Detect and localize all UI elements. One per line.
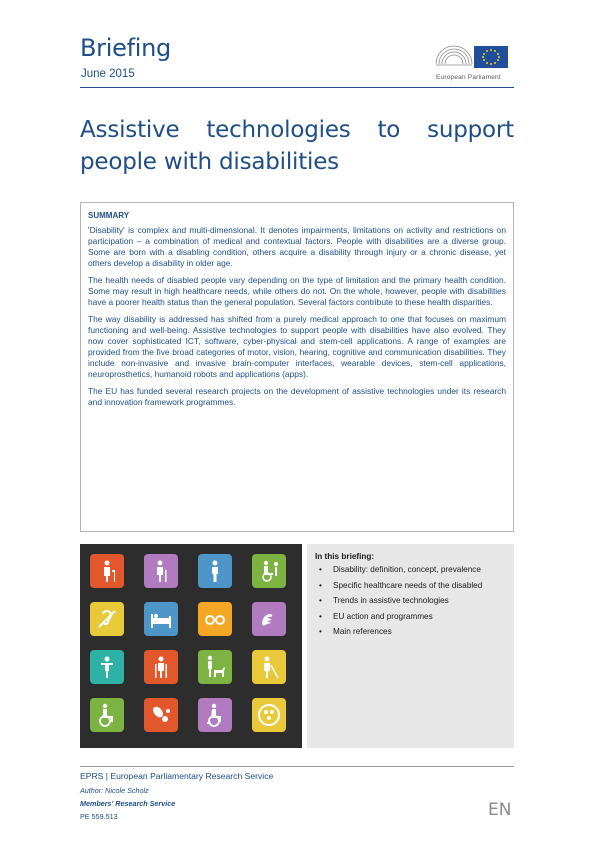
wheelchair-assist-icon	[256, 558, 282, 584]
header-divider	[80, 87, 514, 88]
face-dots-icon	[256, 702, 282, 728]
bullet-icon: •	[319, 580, 322, 590]
icon-tile	[90, 554, 124, 588]
contents-item: • Disability: definition, concept, prevalence	[319, 565, 481, 574]
bullet-icon: •	[319, 627, 322, 636]
footer-divider	[80, 766, 514, 767]
crutches-person-icon	[148, 654, 174, 680]
bullet-icon: •	[319, 611, 322, 621]
footer-author: Author: Nicole Scholz	[80, 786, 149, 795]
person-arms-icon	[94, 654, 120, 680]
language-code: EN	[488, 800, 512, 820]
icon-tile	[252, 650, 286, 684]
bullet-icon: •	[319, 596, 322, 605]
icon-tile	[252, 554, 286, 588]
summary-box	[80, 202, 514, 532]
icon-tile	[90, 650, 124, 684]
icon-tile	[90, 698, 124, 732]
icon-tile	[144, 698, 178, 732]
title-line-2: people with disabilities	[80, 149, 339, 175]
motor-wheelchair-icon	[202, 702, 228, 728]
icon-tile	[144, 602, 178, 636]
summary-paragraph: The way disability is addressed has shifted from a purely medical approach to one that focuses on maximum functioning and well-being. Assistive technologies to support people with disabilities have also evolved. They now cover sophisticated ICT, software, cyber-physical and stem-cell applications. A range of examples are provided from the five broad categories of motor, vision, hearing, cognitive and communication disabilities. They include non-invasive and invasive brain-computer interfaces, wearable devices, stem-cell applications, neuroprosthetics, humanoid robots and applications (apps).	[88, 314, 506, 379]
glasses-icon	[202, 606, 228, 632]
document-type: Briefing	[80, 34, 171, 62]
icon-tile	[198, 650, 232, 684]
elderly-person-icon	[202, 558, 228, 584]
icon-tile	[198, 602, 232, 636]
footer-pe-number: PE 559.513	[80, 812, 118, 821]
title-word: to	[377, 117, 401, 143]
icon-tile	[198, 554, 232, 588]
bullet-icon: •	[319, 565, 322, 574]
publication-date: June 2015	[81, 68, 135, 80]
sign-language-icon	[256, 606, 282, 632]
blind-person-icon	[256, 654, 282, 680]
contents-list	[315, 564, 506, 638]
contents-item: • Trends in assistive technologies	[319, 596, 449, 605]
contents-item: • EU action and programmes	[319, 611, 433, 621]
summary-paragraph: The EU has funded several research projects on the development of assistive technologies under its research and innovation framework programmes.	[88, 386, 506, 407]
icon-tile	[144, 650, 178, 684]
assistive-technology-icons-image	[80, 544, 302, 748]
cane-person-icon	[148, 558, 174, 584]
title-word: technologies	[206, 117, 351, 143]
footer-unit: Members' Research Service	[80, 799, 176, 808]
contents-heading: In this briefing:	[315, 552, 375, 561]
icon-tile	[252, 698, 286, 732]
walker-person-icon	[94, 558, 120, 584]
summary-paragraph: 'Disability' is complex and multi-dimensional. It denotes impairments, limitations on activity and restrictions on participation – a combination of medical and contextual factors. People with disabilities are a diverse group. Some are born with a disabling condition, others acquire a disability through injury or a chronic disease, yet others develop a disability in older age.	[88, 225, 506, 268]
contents-item: • Main references	[319, 627, 392, 636]
summary-heading: SUMMARY	[88, 211, 130, 220]
no-hearing-icon	[94, 606, 120, 632]
title-word: Assistive	[80, 117, 180, 143]
institution-label: European Parliament	[436, 74, 501, 81]
contents-item: • Specific healthcare needs of the disabled	[319, 580, 483, 590]
footer-service: EPRS | European Parliamentary Research Service	[80, 771, 274, 781]
pills-icon	[148, 702, 174, 728]
in-this-briefing-box	[307, 544, 514, 748]
icon-tile	[144, 554, 178, 588]
wheelchair-person-icon	[94, 702, 120, 728]
guide-dog-icon	[202, 654, 228, 680]
summary-paragraph: The health needs of disabled people vary depending on the type of limitation and the primary health condition. Some may result in high healthcare needs, while others do not. On the whole, however, people with disabilities have a poorer health status than the general population. Several factors contribute to these health disparities.	[88, 275, 506, 307]
icon-tile	[90, 602, 124, 636]
icon-tile	[252, 602, 286, 636]
page-title	[80, 114, 514, 178]
title-word: support	[427, 117, 514, 143]
icon-tile	[198, 698, 232, 732]
hospital-bed-icon	[148, 606, 174, 632]
title-line-1	[80, 114, 514, 146]
